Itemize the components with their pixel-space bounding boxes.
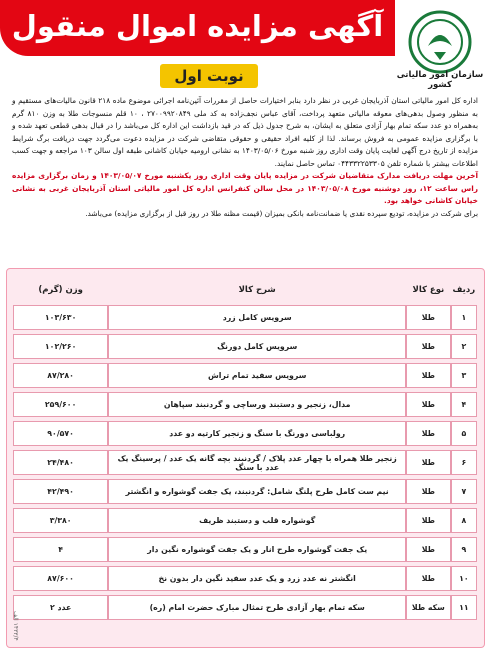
page-title: آگهی مزایده اموال منقول (11, 9, 384, 43)
row-number: ۵ (451, 421, 477, 446)
round-badge: نوبت اول (160, 64, 258, 88)
item-type: طلا (406, 421, 451, 446)
item-type: طلا (406, 450, 451, 475)
header-weight: وزن (گرم) (38, 285, 83, 295)
item-type: طلا (406, 566, 451, 591)
side-reference-code: ۱۴۳۳/۴ الف (12, 611, 19, 641)
table-row (13, 537, 477, 562)
item-description: سرویس کامل دورنگ (108, 334, 406, 359)
item-type: طلا (406, 537, 451, 562)
item-description: سرویس سفید تمام تراش (108, 363, 406, 388)
table-row (13, 305, 477, 330)
row-number: ۶ (451, 450, 477, 475)
item-description: زنجیر طلا همراه با چهار عدد پلاک / گردنبند بچه گانه یک عدد / پرسینگ یک عدد با سنگ (108, 450, 406, 475)
table-row (13, 479, 477, 504)
table-row (13, 421, 477, 446)
item-weight: ۲ عدد (13, 595, 108, 620)
row-number: ۹ (451, 537, 477, 562)
title-banner (0, 0, 395, 56)
item-weight: ۹۰/۵۷۰ (13, 421, 108, 446)
item-description: نیم ست کامل طرح پلنگ شامل: گردنبند، یک جفت گوشواره و انگشتر (108, 479, 406, 504)
row-number: ۸ (451, 508, 477, 533)
item-weight: ۲۵۹/۶۰۰ (13, 392, 108, 417)
item-weight: ۲۴/۴۸۰ (13, 450, 108, 475)
row-number: ۳ (451, 363, 477, 388)
item-description: رولباسی دورنگ با سنگ و زنجیر کارتیه دو عدد (108, 421, 406, 446)
item-description: سرویس کامل زرد (108, 305, 406, 330)
item-weight: ۴۲/۴۹۰ (13, 479, 108, 504)
table-row (13, 363, 477, 388)
items-table-container (6, 268, 485, 648)
item-description: گوشواره قلب و دستبند ظریف (108, 508, 406, 533)
items-table (13, 275, 477, 624)
item-weight: ۱۰۲/۲۶۰ (13, 334, 108, 359)
table-row (13, 566, 477, 591)
item-weight: ۸۷/۲۸۰ (13, 363, 108, 388)
item-type: طلا (406, 508, 451, 533)
row-number: ۱۰ (451, 566, 477, 591)
header-row-number: ردیف (452, 285, 476, 295)
row-number: ۱۱ (451, 595, 477, 620)
item-weight: ۸۷/۶۰۰ (13, 566, 108, 591)
item-type: طلا (406, 479, 451, 504)
item-description: سکه تمام بهار آزادی طرح تمثال مبارک حضرت امام (ره) (108, 595, 406, 620)
item-type: طلا (406, 392, 451, 417)
row-number: ۱ (451, 305, 477, 330)
table-row (13, 392, 477, 417)
notice-body (12, 95, 478, 220)
notice-paragraph-2: آخرین مهلت دریافت مدارک متقاضیان شرکت در مزایده پایان وقت اداری روز یکشنبه مورخ ۱۴۰۳/۰۵/۰۷ و زمان برگزاری مزایده راس ساعت ۱۲، روز دوشنبه مورخ ۱۴۰۳/۰۵/۰۸ در محل سالن کنفرانس اداره کل امور مالیاتی استان آذربایجان غربی به نشانی خیابان کاشانی خواهد بود. (12, 171, 479, 205)
logo-caption: سازمان امور مالیاتی کشور (396, 70, 484, 90)
item-type: طلا (406, 363, 451, 388)
notice-paragraph-3: برای شرکت در مزایده، تودیع سپرده نقدی یا ضمانت‌نامه بانکی بمیزان (قیمت مظنه طلا در روز قبل از برگزاری مزایده) می‌باشد. (85, 208, 478, 218)
row-number: ۲ (451, 334, 477, 359)
item-description: یک جفت گوشواره طرح انار و یک جفت گوشواره نگین دار (108, 537, 406, 562)
item-type: طلا (406, 334, 451, 359)
item-weight: ۴ (13, 537, 108, 562)
table-row (13, 450, 477, 475)
item-type: طلا (406, 305, 451, 330)
table-row (13, 508, 477, 533)
table-row (13, 595, 477, 620)
table-header-row (13, 279, 477, 301)
item-type: سکه طلا (406, 595, 451, 620)
item-weight: ۱۰۳/۶۳۰ (13, 305, 108, 330)
header-item-type: نوع کالا (412, 285, 445, 295)
row-number: ۷ (451, 479, 477, 504)
row-number: ۴ (451, 392, 477, 417)
table-row (13, 334, 477, 359)
item-description: انگشتر نه عدد زرد و یک عدد سفید نگین دار بدون نخ (108, 566, 406, 591)
item-weight: ۳/۳۸۰ (13, 508, 108, 533)
item-description: مدال، زنجیر و دستبند ورساچی و گردنبند سپاهان (108, 392, 406, 417)
header-item-description: شرح کالا (238, 285, 276, 295)
notice-paragraph-1: اداره کل امور مالیاتی استان آذربایجان غربی در نظر دارد بنابر اختیارات حاصل از مقررات آئین‌نامه اجرائی موضوع ماده ۲۱۸ قانون مالیات‌های مستقیم و به منظور وصول بدهی‌های معوقه مالیاتی متعهد پرداخت، آقای عباس نجف‌زاده به کد ملی ۲۷۰۰۹۹۲۰۸۴۹ ، ۱۰ قلم منسوجات طلا به وزن ۸۱۰ گرم به‌همراه دو عدد سکه تمام بهار آزادی متعلق به ایشان، به شرح جدول ذیل که در قید بازداشت این اداره کل می‌باشد را در قبال بدهی قطعی تعهد شده و با برگزاری مزایده عمومی به فروش برساند. لذا از کلیه افراد حقیقی و حقوقی متقاضی شرکت در مزایده دعوت می‌گردد جهت دریافت برگ شرایط مزایده از تاریخ درج آگهی لغایت پایان وقت اداری روز شنبه مورخ ۱۴۰۳/۰۵/۰۶ به نشانی ارومیه خیابان کاشانی طبقه اول سالن ۱۰۳ مراجعه و جهت کسب اطلاعات بیشتر با شماره تلفن ۰۴۴۳۳۲۲۵۳۳۰۵ تماس حاصل نمایند. (12, 96, 478, 168)
